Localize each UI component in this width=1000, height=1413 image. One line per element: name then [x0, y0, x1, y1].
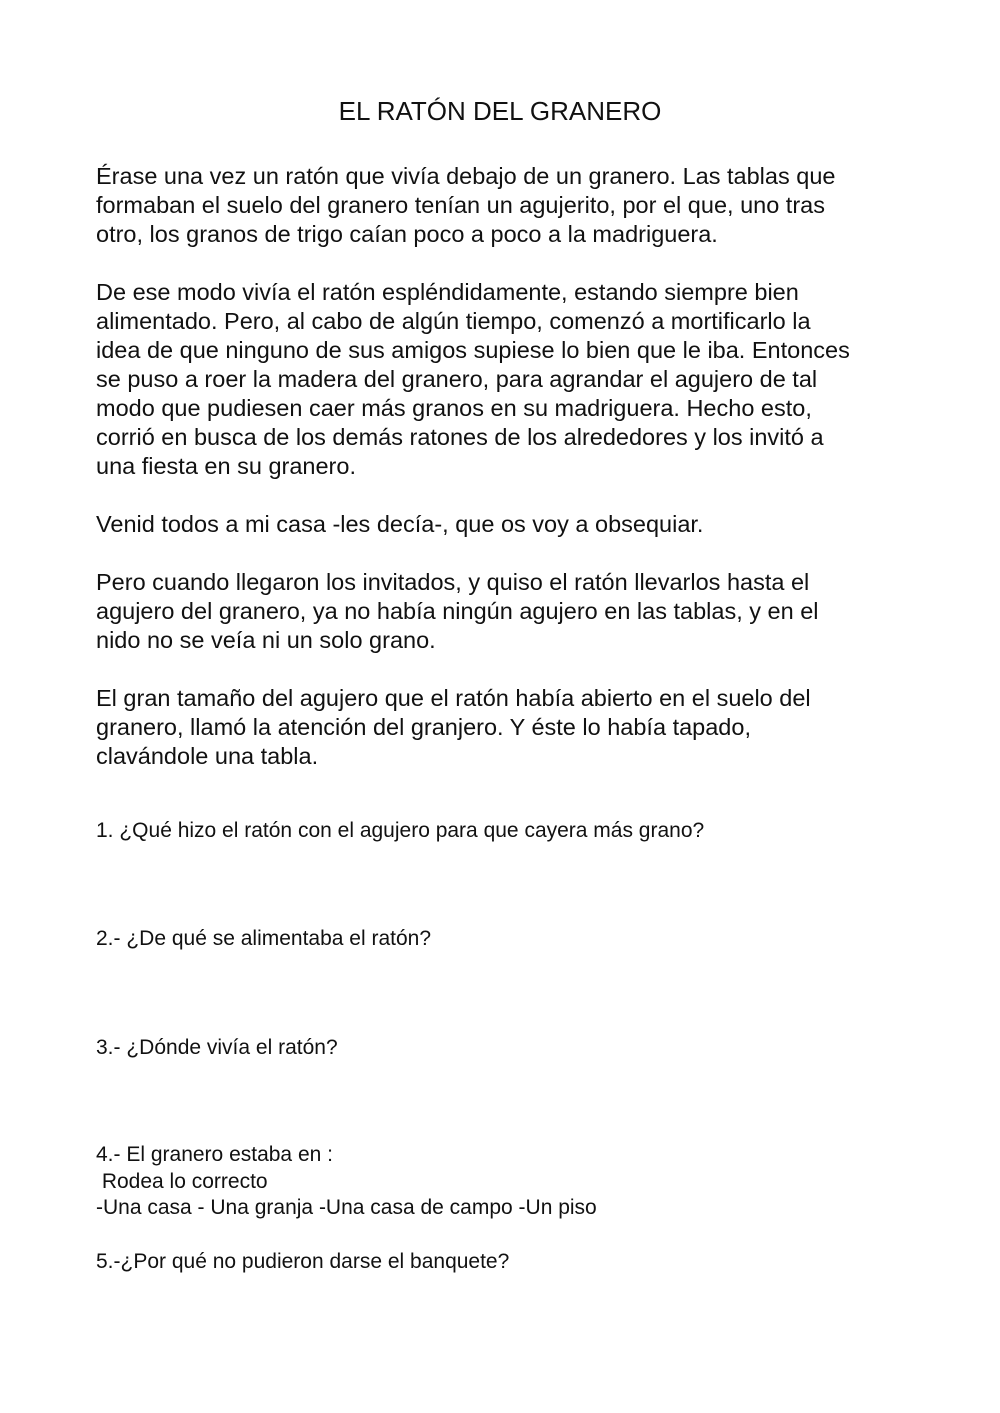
- text-line: otro, los granos de trigo caían poco a poco a la madriguera.: [96, 221, 718, 247]
- text-line: Venid todos a mi casa -les decía-, que os voy a obsequiar.: [96, 511, 704, 537]
- text-line: Pero cuando llegaron los invitados, y quiso el ratón llevarlos hasta el: [96, 569, 810, 595]
- page-title: EL RATÓN DEL GRANERO: [338, 96, 662, 126]
- question-text: 4.- El granero estaba en :: [96, 1143, 333, 1166]
- text-line: una fiesta en su granero.: [96, 453, 356, 479]
- question-text: 5.-¿Por qué no pudieron darse el banquete?: [96, 1250, 510, 1273]
- story-paragraph-5: [96, 684, 811, 771]
- question-3: [96, 1035, 338, 1062]
- question-2: [96, 926, 431, 953]
- text-line: idea de que ninguno de sus amigos supiese lo bien que le iba. Entonces: [96, 337, 850, 363]
- text-line: granero, llamó la atención del granjero. Y éste lo había tapado,: [96, 714, 751, 740]
- text-line: agujero del granero, ya no había ningún agujero en las tablas, y en el: [96, 598, 819, 624]
- text-line: alimentado. Pero, al cabo de algún tiempo, comenzó a mortificarlo la: [96, 308, 811, 334]
- question-4: [96, 1142, 597, 1222]
- question-text: 1. ¿Qué hizo el ratón con el agujero para que cayera más grano?: [96, 819, 705, 842]
- text-line: se puso a roer la madera del granero, para agrandar el agujero de tal: [96, 366, 818, 392]
- answer-options: -Una casa - Una granja -Una casa de campo -Un piso: [96, 1196, 597, 1219]
- story-paragraph-4: [96, 568, 819, 655]
- story-paragraph-3: [96, 510, 703, 539]
- text-line: El gran tamaño del agujero que el ratón había abierto en el suelo del: [96, 685, 811, 711]
- text-line: corrió en busca de los demás ratones de los alrededores y los invitó a: [96, 424, 824, 450]
- question-instruction: Rodea lo correcto: [96, 1169, 268, 1193]
- question-1: [96, 818, 704, 845]
- question-text: 2.- ¿De qué se alimentaba el ratón?: [96, 927, 432, 950]
- text-line: Érase una vez un ratón que vivía debajo de un granero. Las tablas que: [96, 163, 836, 189]
- story-paragraph-2: [96, 278, 850, 481]
- story-paragraph-1: [96, 162, 835, 249]
- text-line: formaban el suelo del granero tenían un agujerito, por el que, uno tras: [96, 192, 825, 218]
- question-5: [96, 1249, 509, 1276]
- text-line: modo que pudiesen caer más granos en su madriguera. Hecho esto,: [96, 395, 812, 421]
- question-text: 3.- ¿Dónde vivía el ratón?: [96, 1036, 338, 1059]
- text-line: De ese modo vivía el ratón espléndidamente, estando siempre bien: [96, 279, 799, 305]
- text-line: clavándole una tabla.: [96, 743, 319, 769]
- text-line: nido no se veía ni un solo grano.: [96, 627, 436, 653]
